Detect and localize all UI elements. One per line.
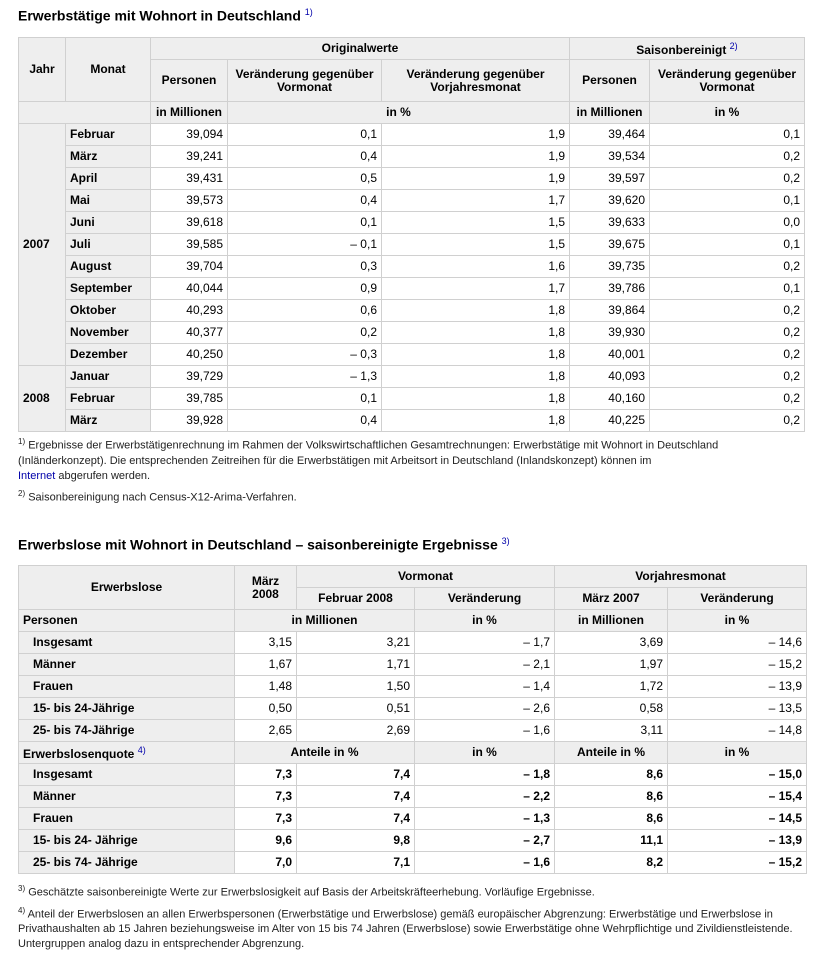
col-veraenderung-vorjahresmonat: Veränderung gegenüber Vorjahresmonat [382, 60, 570, 102]
value-cell: – 14,5 [668, 808, 807, 830]
value-cell: 0,2 [650, 300, 805, 322]
value-cell: 39,241 [151, 146, 228, 168]
unit-prozent-saison: in % [650, 102, 805, 124]
col-monat: Monat [66, 38, 151, 102]
value-cell: 0,4 [228, 410, 382, 432]
value-cell: 40,093 [570, 366, 650, 388]
value-cell: 40,001 [570, 344, 650, 366]
value-cell: 3,11 [555, 720, 668, 742]
table2-title-footnote-ref[interactable]: 3) [501, 536, 510, 546]
unit-millionen-saison: in Millionen [570, 102, 650, 124]
section-personen-label: Personen [19, 610, 235, 632]
value-cell: 39,729 [151, 366, 228, 388]
value-cell: 7,4 [297, 764, 415, 786]
value-cell: 0,2 [228, 322, 382, 344]
value-cell: 8,6 [555, 764, 668, 786]
value-cell: 1,67 [235, 654, 297, 676]
internet-link[interactable]: Internet [18, 469, 56, 482]
month-cell: März [66, 146, 151, 168]
table-row [19, 830, 807, 852]
col-group-saisonbereinigt: Saisonbereinigt $^{2)}$ [570, 38, 805, 60]
value-cell: 0,0 [650, 212, 805, 234]
value-cell: 1,8 [382, 300, 570, 322]
col-personen-saison: Personen [570, 60, 650, 102]
table-row [19, 124, 805, 146]
value-cell: – 13,9 [668, 830, 807, 852]
value-cell: 8,6 [555, 808, 668, 830]
table-row [19, 212, 805, 234]
value-cell: 9,6 [235, 830, 297, 852]
value-cell: 1,9 [382, 124, 570, 146]
table-row [19, 698, 807, 720]
value-cell: 0,1 [650, 234, 805, 256]
value-cell: 1,8 [382, 344, 570, 366]
value-cell: – 14,6 [668, 632, 807, 654]
value-cell: – 2,2 [415, 786, 555, 808]
value-cell: 0,50 [235, 698, 297, 720]
employment-table [18, 37, 805, 432]
unit-spacer [19, 102, 151, 124]
value-cell: 7,3 [235, 786, 297, 808]
value-cell: 2,69 [297, 720, 415, 742]
value-cell: 3,21 [297, 632, 415, 654]
unit-prozent: in % [228, 102, 570, 124]
value-cell: 1,48 [235, 676, 297, 698]
table-row [19, 764, 807, 786]
value-cell: 1,71 [297, 654, 415, 676]
value-cell: 0,58 [555, 698, 668, 720]
col-jahr: Jahr [19, 38, 66, 102]
unit-millionen-vorjahr: in Millionen [555, 610, 668, 632]
value-cell: 1,9 [382, 146, 570, 168]
value-cell: 39,735 [570, 256, 650, 278]
unit-prozent-vorjahr: in % [668, 610, 807, 632]
value-cell: 0,1 [650, 190, 805, 212]
value-cell: 0,2 [650, 322, 805, 344]
value-cell: 1,8 [382, 410, 570, 432]
col-personen: Personen [151, 60, 228, 102]
unit-millionen: in Millionen [151, 102, 228, 124]
table1-footnotes [18, 434, 808, 505]
month-cell: Januar [66, 366, 151, 388]
table-row [19, 146, 805, 168]
row-label: Männer [19, 654, 235, 676]
value-cell: 39,930 [570, 322, 650, 344]
row-label: 25- bis 74-Jährige [19, 720, 235, 742]
table-row [19, 256, 805, 278]
month-cell: Februar [66, 388, 151, 410]
col-maerz-2008: März 2008 [235, 566, 297, 610]
col-maerz-2007: März 2007 [555, 588, 668, 610]
value-cell: 0,2 [650, 388, 805, 410]
value-cell: 0,1 [650, 124, 805, 146]
value-cell: – 2,1 [415, 654, 555, 676]
col-veraenderung-vormonat: Veränderung [415, 588, 555, 610]
value-cell: – 15,2 [668, 654, 807, 676]
value-cell: – 1,7 [415, 632, 555, 654]
unemployment-quote-body [19, 742, 807, 874]
value-cell: 1,8 [382, 388, 570, 410]
unit-anteile-vorjahr: Anteile in % [555, 742, 668, 764]
value-cell: 0,2 [650, 256, 805, 278]
value-cell: – 13,5 [668, 698, 807, 720]
value-cell: 0,2 [650, 168, 805, 190]
value-cell: – 0,1 [228, 234, 382, 256]
unit-prozent: in % [415, 742, 555, 764]
value-cell: 0,5 [228, 168, 382, 190]
month-cell: September [66, 278, 151, 300]
value-cell: 1,7 [382, 278, 570, 300]
value-cell: 39,573 [151, 190, 228, 212]
month-cell: April [66, 168, 151, 190]
value-cell: 9,8 [297, 830, 415, 852]
value-cell: 7,3 [235, 764, 297, 786]
table-row [19, 278, 805, 300]
section-quote-row [19, 742, 807, 764]
row-label: Frauen [19, 676, 235, 698]
value-cell: 1,72 [555, 676, 668, 698]
value-cell: 39,864 [570, 300, 650, 322]
value-cell: 39,633 [570, 212, 650, 234]
table-row [19, 720, 807, 742]
value-cell: 1,5 [382, 212, 570, 234]
table-row [19, 676, 807, 698]
value-cell: 1,7 [382, 190, 570, 212]
value-cell: 40,293 [151, 300, 228, 322]
row-label: Männer [19, 786, 235, 808]
value-cell: 1,6 [382, 256, 570, 278]
value-cell: – 15,4 [668, 786, 807, 808]
unit-prozent-vorjahr: in % [668, 742, 807, 764]
month-cell: November [66, 322, 151, 344]
value-cell: 0,1 [228, 212, 382, 234]
value-cell: 0,2 [650, 366, 805, 388]
month-cell: Dezember [66, 344, 151, 366]
section-personen-row [19, 610, 807, 632]
year-cell: 2007 [19, 124, 66, 366]
unemployment-table-body [19, 610, 807, 742]
table2-title: Erwerbslose mit Wohnort in Deutschland – saisonbereinigte Ergebnisse $^{3)}$ [18, 536, 510, 553]
col-erwerbslose: Erwerbslose [19, 566, 235, 610]
unit-anteile: Anteile in % [235, 742, 415, 764]
col-group-vormonat: Vormonat [297, 566, 555, 588]
value-cell: 39,431 [151, 168, 228, 190]
value-cell: 39,928 [151, 410, 228, 432]
month-cell: Februar [66, 124, 151, 146]
value-cell: 7,0 [235, 852, 297, 874]
value-cell: 0,3 [228, 256, 382, 278]
value-cell: 40,160 [570, 388, 650, 410]
row-label: 15- bis 24- Jährige [19, 830, 235, 852]
table-row [19, 388, 805, 410]
col-veraenderung-vormonat: Veränderung gegenüber Vormonat [228, 60, 382, 102]
table-row [19, 300, 805, 322]
table1-title: Erwerbstätige mit Wohnort in Deutschland $^{1)}$ [18, 7, 313, 24]
value-cell: 0,1 [228, 124, 382, 146]
table-row [19, 808, 807, 830]
unit-millionen: in Millionen [235, 610, 415, 632]
value-cell: – 1,3 [228, 366, 382, 388]
value-cell: 7,3 [235, 808, 297, 830]
value-cell: – 1,8 [415, 764, 555, 786]
unit-prozent: in % [415, 610, 555, 632]
value-cell: – 15,0 [668, 764, 807, 786]
year-cell: 2008 [19, 366, 66, 432]
col-group-originalwerte: Originalwerte [151, 38, 570, 60]
value-cell: 1,9 [382, 168, 570, 190]
value-cell: – 1,6 [415, 852, 555, 874]
value-cell: 40,377 [151, 322, 228, 344]
month-cell: Juli [66, 234, 151, 256]
value-cell: 1,5 [382, 234, 570, 256]
value-cell: 3,69 [555, 632, 668, 654]
col-veraenderung-vorjahresmonat: Veränderung [668, 588, 807, 610]
value-cell: 39,704 [151, 256, 228, 278]
table-row [19, 410, 805, 432]
value-cell: 39,785 [151, 388, 228, 410]
table-row [19, 654, 807, 676]
value-cell: 0,2 [650, 410, 805, 432]
table-row [19, 234, 805, 256]
table-row [19, 632, 807, 654]
month-cell: März [66, 410, 151, 432]
value-cell: – 14,8 [668, 720, 807, 742]
value-cell: – 1,6 [415, 720, 555, 742]
row-label: Frauen [19, 808, 235, 830]
value-cell: 39,534 [570, 146, 650, 168]
employment-table-body [19, 124, 805, 432]
value-cell: 7,4 [297, 808, 415, 830]
value-cell: – 2,7 [415, 830, 555, 852]
table1-title-footnote-ref[interactable]: 1) [304, 7, 313, 17]
col-februar-2008: Februar 2008 [297, 588, 415, 610]
value-cell: 1,97 [555, 654, 668, 676]
value-cell: – 2,6 [415, 698, 555, 720]
value-cell: 1,50 [297, 676, 415, 698]
value-cell: 7,1 [297, 852, 415, 874]
value-cell: 11,1 [555, 830, 668, 852]
value-cell: 39,585 [151, 234, 228, 256]
value-cell: – 1,4 [415, 676, 555, 698]
value-cell: – 13,9 [668, 676, 807, 698]
value-cell: 1,8 [382, 322, 570, 344]
value-cell: 0,2 [650, 344, 805, 366]
value-cell: 0,51 [297, 698, 415, 720]
value-cell: 39,094 [151, 124, 228, 146]
unemployment-table [18, 565, 807, 874]
value-cell: 0,4 [228, 190, 382, 212]
value-cell: 2,65 [235, 720, 297, 742]
value-cell: – 15,2 [668, 852, 807, 874]
value-cell: 40,225 [570, 410, 650, 432]
value-cell: 0,9 [228, 278, 382, 300]
row-label: Insgesamt [19, 632, 235, 654]
value-cell: 39,786 [570, 278, 650, 300]
col-veraenderung-vormonat-saison: Veränderung gegenüber Vormonat [650, 60, 805, 102]
footnote-3: $^{3)}$ Geschätzte saisonbereinigte Werte zur Erwerbslosigkeit auf Basis der Arbeitskräfteerhebung. Vorläufige Ergebnisse. [18, 884, 595, 899]
table-row [19, 168, 805, 190]
value-cell: 40,250 [151, 344, 228, 366]
saison-footnote-ref[interactable]: 2) [729, 41, 738, 51]
value-cell: – 0,3 [228, 344, 382, 366]
value-cell: 7,4 [297, 786, 415, 808]
footnote-1: $^{1)}$ Ergebnisse der Erwerbstätigenrechnung im Rahmen der Volkswirtschaftlichen Gesamtrechnungen: Erwerbstätige mit Wohnort in Deutschland (Inländerkonzept). Die entsprechenden Zeitreihen für die Erwerbstätigen mit Arbeitsort in Deutschland (Inlandskonzept) können im Internet abgerufen werden. [18, 437, 719, 482]
table-row [19, 786, 807, 808]
footnote-4: $^{4)}$ Anteil der Erwerbslosen an allen Erwerbspersonen (Erwerbstätige und Erwerbslose) gemäß europäischer Abgrenzung: Erwerbstätige und Erwerbslose in Privathaushalten ab 15 Jahren beziehungsweise im Alter von 15 bis 74 Jahren (Erwerbslose) sowie Erwerbstätige ohne Wehrpflichtige und Zivildienstleistende. Untergruppen analog dazu in entsprechender Abgrenzung. [18, 905, 793, 951]
table-row [19, 852, 807, 874]
value-cell: 0,2 [650, 146, 805, 168]
value-cell: 8,6 [555, 786, 668, 808]
table2-footnotes [18, 881, 808, 952]
value-cell: 8,2 [555, 852, 668, 874]
table-row [19, 190, 805, 212]
value-cell: 0,4 [228, 146, 382, 168]
value-cell: 1,8 [382, 366, 570, 388]
value-cell: 39,597 [570, 168, 650, 190]
section-quote-label: Erwerbslosenquote $^{4)}$ [19, 742, 235, 764]
col-group-vorjahresmonat: Vorjahresmonat [555, 566, 807, 588]
value-cell: 39,618 [151, 212, 228, 234]
value-cell: 40,044 [151, 278, 228, 300]
month-cell: Mai [66, 190, 151, 212]
value-cell: – 1,3 [415, 808, 555, 830]
row-label: 25- bis 74- Jährige [19, 852, 235, 874]
footnote-2: $^{2)}$ Saisonbereinigung nach Census-X12-Arima-Verfahren. [18, 488, 297, 504]
value-cell: 0,1 [650, 278, 805, 300]
row-label: Insgesamt [19, 764, 235, 786]
month-cell: August [66, 256, 151, 278]
value-cell: 39,620 [570, 190, 650, 212]
table-row [19, 344, 805, 366]
month-cell: Juni [66, 212, 151, 234]
table-row [19, 366, 805, 388]
row-label: 15- bis 24-Jährige [19, 698, 235, 720]
month-cell: Oktober [66, 300, 151, 322]
value-cell: 3,15 [235, 632, 297, 654]
value-cell: 39,675 [570, 234, 650, 256]
table-row [19, 322, 805, 344]
quote-footnote-ref[interactable]: 4) [137, 745, 146, 755]
value-cell: 0,1 [228, 388, 382, 410]
value-cell: 0,6 [228, 300, 382, 322]
value-cell: 39,464 [570, 124, 650, 146]
